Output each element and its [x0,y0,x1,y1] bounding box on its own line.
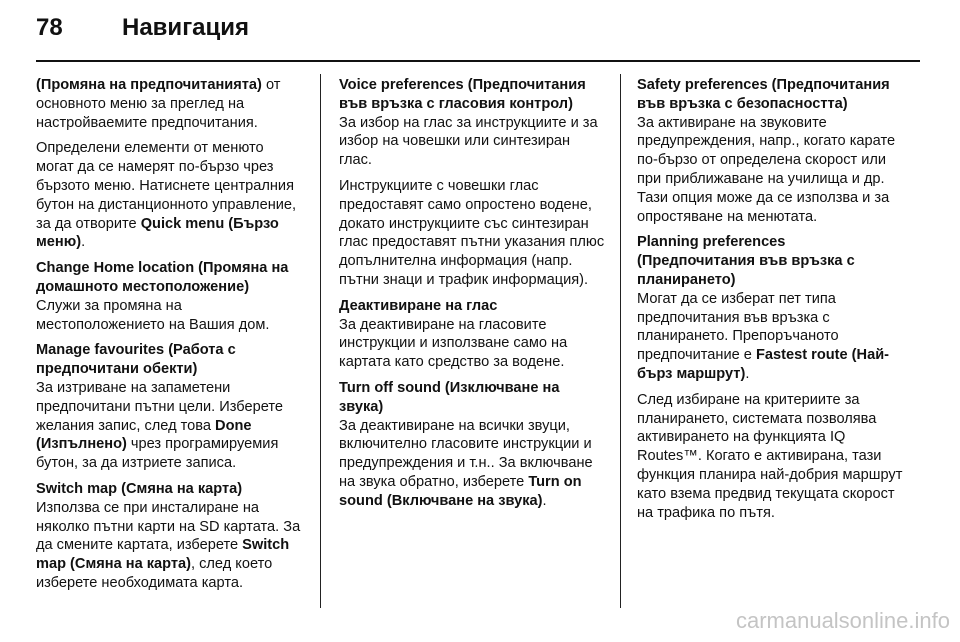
body-text: . [745,365,750,382]
paragraph [36,341,304,473]
column-divider [320,74,321,608]
body-text: Използва се при инсталиране на няколко пътни карти на SD картата. За да смените картата, изберете [36,499,301,554]
entry-heading: Planning preferences (Предпочитания във връзка с планирането) [637,234,855,288]
body-text: Могат да се изберат пет типа предпочитания във връзка с планирането. Препоръчаното предпочитание е [637,290,839,364]
entry-heading: Manage favourites (Работа с предпочитани обекти) [36,342,236,378]
paragraph [36,76,304,132]
body-text: За изтриване на запаметени предпочитани пътни цели. Изберете желания запис, след това [36,379,283,434]
paragraph [36,480,304,593]
section-title: Навигация [122,14,250,41]
body-text: Определени елементи от менюто могат да се намерят по-бързо чрез бързото меню. Натиснете централния бутон на дистанционното управление, за да отворите [36,140,297,232]
body-text: За избор на глас за инструкциите и за избор на човешки или синтезиран глас. [339,114,598,169]
paragraph [637,76,905,226]
body-text: За деактивиране на гласовите инструкции и използване само на картата като средство за водене. [339,316,568,371]
body-text: За активиране на звуковите предупреждения, напр., когато карате по-бързо от определена скорост или при приближаване на училища и др. Тази опция може да се използва и за опростяване на менютата. [637,114,896,225]
body-text: чрез програмируемия бутон, за да изтриете записа. [36,436,279,472]
term: Turn on sound (Включване на звука) [339,473,582,509]
body-text: За деактивиране на всички звуци, включително гласовите инструкции и предупреждения и т.н.. За включване на звука обратно, изберете [339,417,593,490]
term: Fastest route (Най-бърз маршрут) [637,347,890,382]
page-header [36,8,920,60]
paragraph [339,379,607,511]
paragraph [339,297,607,372]
paragraph [36,139,304,252]
page-number: 78 [36,14,63,41]
paragraph [637,391,905,523]
paragraph [339,177,607,290]
watermark: carmanualsonline.info [735,608,950,633]
body-text: от основното меню за преглед на настройваемите предпочитания. [36,77,281,131]
header-rule [36,60,920,62]
term: Done (Изпълнено) [36,417,252,453]
entry-heading: Voice preferences (Предпочитания във връзка с гласовия контрол) [339,77,586,112]
paragraph [339,76,607,170]
column-1 [36,76,304,600]
entry-heading: Change Home location (Промяна на домашното местоположение) [36,260,289,295]
paragraph [36,259,304,334]
body-text: . [81,234,86,251]
body-text: Инструкциите с човешки глас предоставят само опростено водене, докато инструкциите със синтезиран глас предоставят пътни указания плюс допълнителна информация (напр. пътни знаци и трафик информация). [339,177,605,288]
column-divider [620,74,621,608]
body-text: Служи за промяна на местоположението на Вашия дом. [36,297,270,333]
term: Switch map (Смяна на карта) [36,537,290,573]
entry-heading: Switch map (Смяна на карта) [36,480,243,497]
term: Quick menu (Бързо меню) [36,215,279,251]
term: (Промяна на предпочитанията) [36,77,262,93]
paragraph [637,233,905,383]
column-2 [339,76,607,518]
entry-heading: Safety preferences (Предпочитания във връзка с безопасността) [637,77,890,112]
column-3 [637,76,905,529]
entry-heading: Turn off sound (Изключване на звука) [339,379,560,415]
body-text: След избиране на критериите за планирането, системата позволява активирането на функцията IQ Routes™. Когато е активирана, тази функция планира най-добрия маршрут като взема предвид текущата скорост на трафика по пътя. [637,391,903,521]
entry-heading: Деактивиране на глас [339,297,498,314]
body-text: , след което изберете необходимата карта. [36,556,273,591]
body-text: . [542,492,547,509]
